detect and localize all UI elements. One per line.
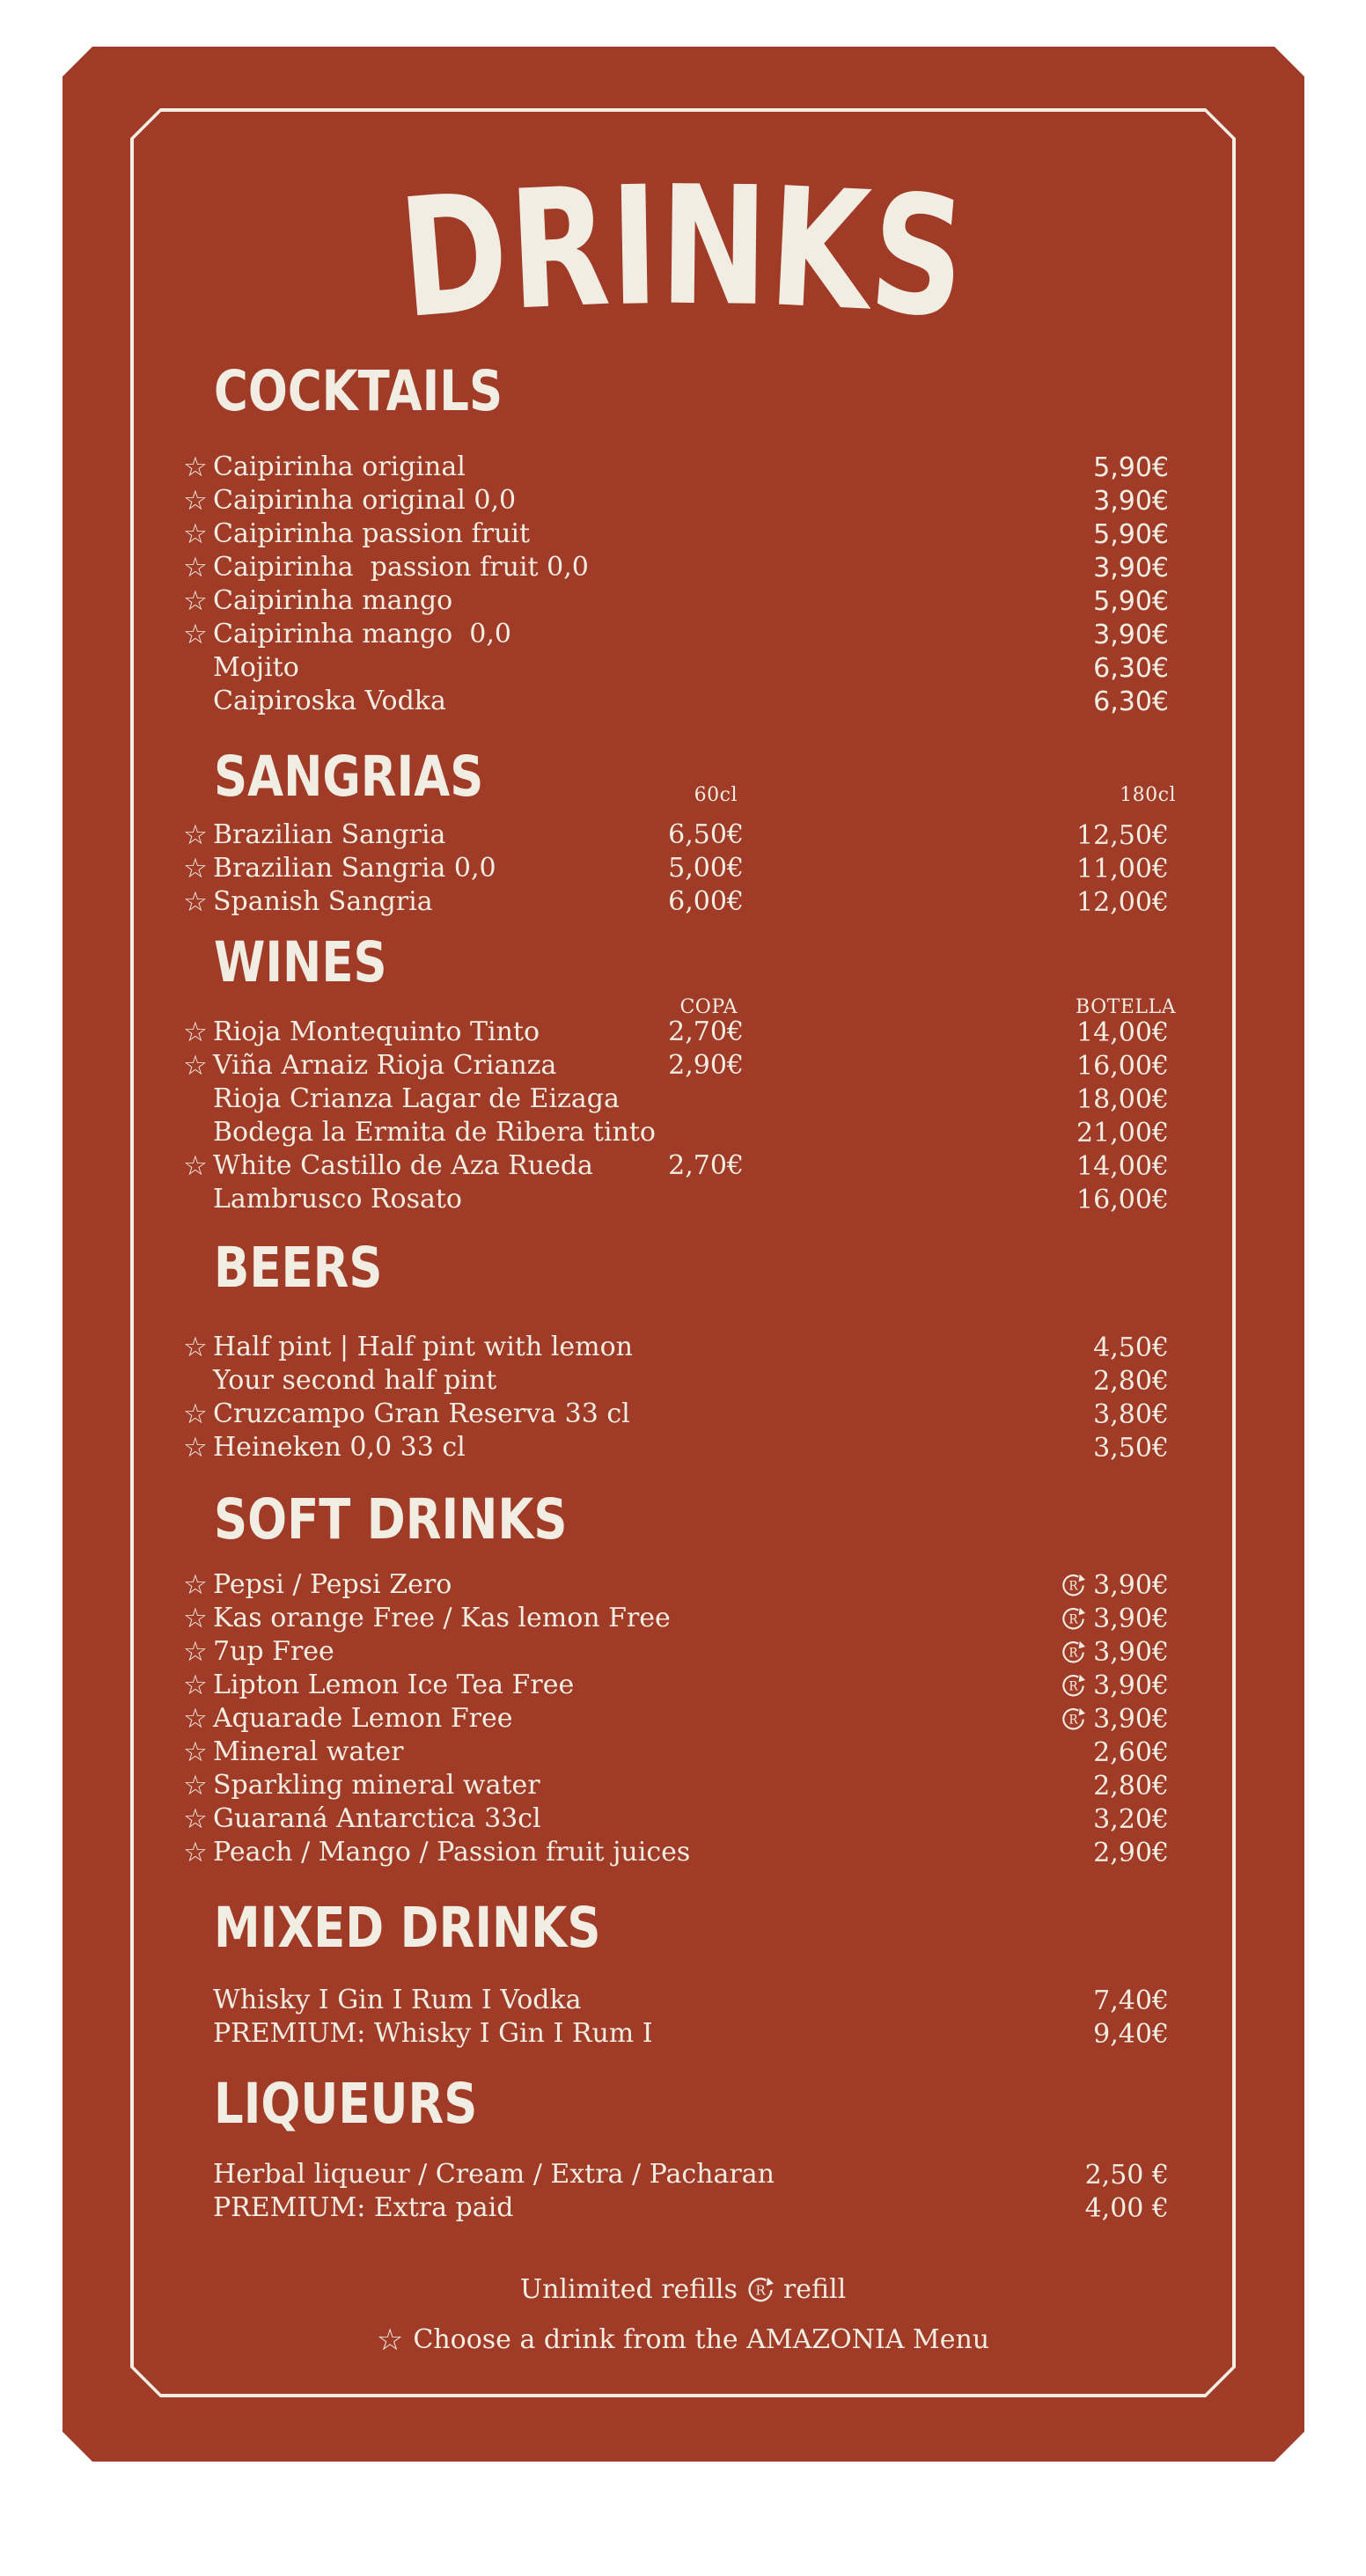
star-icon: ☆ [376,2323,404,2358]
item-price-group [790,1331,1169,1364]
menu-item-row [130,1602,1236,1635]
menu-item-row [130,584,1236,618]
item-price-group [790,451,1169,484]
item-price: 3,90€ [1093,1603,1169,1634]
menu-item-row [130,1802,1236,1836]
item-price: 6,30€ [1093,652,1169,684]
star-icon: ☆ [183,619,208,650]
item-name: Peach / Mango / Passion fruit juices [213,1837,691,1868]
menu-item-row [130,451,1236,484]
menu-item-row [130,1016,1236,1049]
menu-content [130,108,1236,2397]
item-price: 5,90€ [1093,451,1169,483]
refill-icon [1061,1607,1085,1631]
refill-icon [1061,1640,1085,1664]
star-icon: ☆ [183,1636,208,1668]
section-header-liqueurs: LIQUEURS [214,2072,478,2136]
menu-item-row [130,517,1236,551]
item-name: Caipirinha passion fruit 0,0 [213,552,589,583]
menu-item-row [130,2191,1236,2225]
item-price: 3,20€ [1093,1803,1169,1835]
section-items-soft-drinks [130,1568,1236,1869]
menu-item-row [130,651,1236,685]
item-name: Mineral water [213,1736,404,1767]
section-header-soft-drinks: SOFT DRINKS [214,1487,568,1552]
menu-item-row [130,1149,1236,1183]
item-price-group [790,1802,1169,1836]
item-mid-price: 2,90€ [668,1050,744,1081]
item-price: 3,50€ [1093,1432,1169,1464]
item-price-group [790,1398,1169,1431]
item-price-group [790,618,1169,651]
svg-text:R: R [1069,1712,1078,1727]
menu-item-row [130,1183,1236,1216]
item-price: 12,50€ [1076,819,1169,851]
item-mid-price: 2,70€ [668,1016,744,1047]
item-name: Bodega la Ermita de Ribera tinto [213,1117,656,1148]
menu-item-row [130,551,1236,584]
item-name: Your second half pint [213,1365,497,1396]
item-price: 3,90€ [1093,1636,1169,1668]
column-header-copa: COPA [679,996,738,1018]
item-name: Caipirinha original [213,451,466,482]
item-price: 16,00€ [1076,1184,1169,1215]
item-name: Herbal liqueur / Cream / Extra / Pacharan [213,2159,775,2190]
item-price-group [790,1116,1169,1149]
item-name: Rioja Montequinto Tinto [213,1016,540,1047]
svg-text:R: R [755,2282,766,2299]
item-price-group [790,1984,1169,2017]
menu-item-row [130,1736,1236,1769]
item-name: Caipirinha mango 0,0 [213,619,511,650]
star-icon: ☆ [183,1837,208,1868]
item-price: 2,50 € [1084,2159,1169,2191]
footer-refill-note [130,2273,1236,2307]
item-name: Pepsi / Pepsi Zero [213,1569,452,1600]
item-price-group [790,1669,1169,1702]
item-price-group [790,1364,1169,1398]
menu-item-row [130,1568,1236,1602]
item-price: 11,00€ [1076,853,1169,884]
item-mid-price: 6,00€ [668,886,744,917]
menu-item-row [130,1083,1236,1116]
item-price-group [790,1149,1169,1183]
item-price: 2,80€ [1093,1770,1169,1802]
section-items-beers [130,1331,1236,1464]
star-icon: ☆ [183,1432,208,1464]
item-name: PREMIUM: Extra paid [213,2192,514,2223]
menu-title-text: DRINKS [393,150,997,357]
item-price-group [790,1702,1169,1736]
refill-icon [1061,1707,1085,1731]
item-price-group [790,1635,1169,1669]
menu-item-row [130,1431,1236,1464]
star-icon: ☆ [183,552,208,583]
star-icon: ☆ [183,585,208,617]
item-price: 14,00€ [1076,1150,1169,1182]
menu-item-row [130,618,1236,651]
refill-icon [747,2277,774,2303]
item-name: Heineken 0,0 33 cl [213,1432,466,1463]
column-header-60cl: 60cl [694,784,738,806]
item-name: Brazilian Sangria [213,819,446,850]
item-name: Viña Arnaiz Rioja Crianza [213,1050,557,1081]
item-price: 2,80€ [1093,1365,1169,1397]
item-name: Caipiroska Vodka [213,686,446,716]
item-mid-price: 6,50€ [668,819,744,850]
star-icon: ☆ [183,819,208,851]
star-icon: ☆ [183,1150,208,1182]
item-price: 16,00€ [1076,1050,1169,1082]
svg-text:R: R [1069,1611,1078,1626]
item-name: Brazilian Sangria 0,0 [213,853,496,884]
menu-item-row [130,1116,1236,1149]
item-price: 14,00€ [1076,1016,1169,1048]
item-name: PREMIUM: Whisky I Gin I Rum I [213,2018,653,2049]
item-price: 3,90€ [1093,552,1169,583]
item-price: 2,60€ [1093,1736,1169,1768]
item-price: 2,90€ [1093,1837,1169,1868]
menu-item-row [130,1702,1236,1736]
star-icon: ☆ [183,1770,208,1802]
item-price: 7,40€ [1093,1985,1169,2016]
column-header-180cl: 180cl [1120,784,1176,806]
section-items-sangrias [130,818,1236,919]
svg-text:R: R [1069,1578,1078,1593]
star-icon: ☆ [183,1016,208,1048]
section-header-wines: WINES [214,930,387,994]
svg-text:R: R [1069,1678,1078,1693]
item-name: Spanish Sangria [213,886,433,917]
item-price-group [790,1083,1169,1116]
item-mid-price: 5,00€ [668,853,744,884]
star-icon: ☆ [183,853,208,884]
item-price-group [790,818,1169,852]
item-price: 4,00 € [1084,2192,1169,2224]
item-price: 3,90€ [1093,1670,1169,1701]
item-name: Caipirinha mango [213,585,453,616]
star-icon: ☆ [183,1332,208,1363]
menu-item-row [130,1669,1236,1702]
item-name: Half pint | Half pint with lemon [213,1332,633,1362]
item-name: Sparkling mineral water [213,1770,540,1801]
section-items-cocktails [130,451,1236,718]
item-price-group [790,1183,1169,1216]
item-price-group [790,484,1169,517]
star-icon: ☆ [183,1603,208,1634]
item-price: 21,00€ [1076,1117,1169,1149]
star-icon: ☆ [183,1803,208,1835]
menu-item-row [130,1398,1236,1431]
item-price-group [790,2017,1169,2051]
item-name: Caipirinha original 0,0 [213,485,517,516]
item-price-group [790,1049,1169,1083]
item-price: 5,90€ [1093,518,1169,550]
footer-refill-text-before: Unlimited refills [519,2274,738,2305]
menu-title [130,108,1236,372]
item-name: Cruzcampo Gran Reserva 33 cl [213,1398,630,1429]
item-name: Kas orange Free / Kas lemon Free [213,1603,671,1633]
item-name: Caipirinha passion fruit [213,518,531,549]
footer-refill-text-after: refill [782,2274,847,2305]
star-icon: ☆ [183,1670,208,1701]
menu-item-row [130,1364,1236,1398]
item-price-group [790,651,1169,685]
item-price-group [790,2158,1169,2191]
item-price: 5,90€ [1093,585,1169,617]
item-price-group [790,1431,1169,1464]
menu-item-row [130,1635,1236,1669]
item-price-group [790,852,1169,885]
item-price: 4,50€ [1093,1332,1169,1363]
menu-item-row [130,2158,1236,2191]
item-price: 6,30€ [1093,686,1169,717]
menu-item-row [130,2017,1236,2051]
section-header-sangrias: SANGRIAS [214,745,484,809]
item-name: Lipton Lemon Ice Tea Free [213,1670,575,1700]
item-name: Aquarade Lemon Free [213,1703,513,1734]
item-price-group [790,1736,1169,1769]
section-header-cocktails: COCKTAILS [214,359,503,423]
item-name: Lambrusco Rosato [213,1184,462,1215]
item-name: Guaraná Antarctica 33cl [213,1803,541,1834]
star-icon: ☆ [183,1736,208,1768]
menu-item-row [130,1331,1236,1364]
star-icon: ☆ [183,886,208,918]
star-icon: ☆ [183,1703,208,1735]
menu-item-row [130,685,1236,718]
item-price-group [790,1769,1169,1802]
menu-item-row [130,818,1236,852]
star-icon: ☆ [183,485,208,517]
section-items-liqueurs [130,2158,1236,2225]
footer-amazonia-note [130,2323,1236,2357]
item-price-group [790,1836,1169,1869]
column-header-botella: BOTELLA [1076,996,1176,1018]
item-price-group [790,2191,1169,2225]
star-icon: ☆ [183,1569,208,1601]
item-price: 3,90€ [1093,485,1169,517]
item-price-group [790,551,1169,584]
section-items-wines [130,1016,1236,1216]
menu-item-row [130,1049,1236,1083]
item-price: 3,90€ [1093,1703,1169,1735]
footer-amazonia-text: Choose a drink from the AMAZONIA Menu [413,2324,990,2355]
item-name: Whisky I Gin I Rum I Vodka [213,1985,582,2015]
item-price-group [790,584,1169,618]
item-price-group [790,885,1169,919]
item-name: 7up Free [213,1636,334,1667]
menu-item-row [130,1836,1236,1869]
item-name: White Castillo de Aza Rueda [213,1150,593,1181]
item-price: 18,00€ [1076,1083,1169,1115]
item-price-group [790,1016,1169,1049]
item-price-group [790,517,1169,551]
item-price: 3,80€ [1093,1398,1169,1430]
menu-item-row [130,1769,1236,1802]
item-price-group [790,1568,1169,1602]
section-items-mixed-drinks [130,1984,1236,2051]
item-name: Mojito [213,652,299,683]
item-price-group [790,685,1169,718]
item-price-group [790,1602,1169,1635]
menu-item-row [130,1984,1236,2017]
item-name: Rioja Crianza Lagar de Eizaga [213,1083,620,1114]
refill-icon [1061,1574,1085,1597]
item-price: 3,90€ [1093,619,1169,650]
star-icon: ☆ [183,451,208,483]
item-price: 12,00€ [1076,886,1169,918]
menu-item-row [130,852,1236,885]
star-icon: ☆ [183,1050,208,1082]
refill-icon [1061,1674,1085,1698]
star-icon: ☆ [183,518,208,550]
menu-item-row [130,484,1236,517]
item-price: 3,90€ [1093,1569,1169,1601]
section-header-mixed-drinks: MIXED DRINKS [214,1896,601,1960]
section-header-beers: BEERS [214,1236,383,1300]
menu-item-row [130,885,1236,919]
item-price: 9,40€ [1093,2018,1169,2050]
item-mid-price: 2,70€ [668,1150,744,1181]
star-icon: ☆ [183,1398,208,1430]
svg-text:R: R [1069,1645,1078,1660]
